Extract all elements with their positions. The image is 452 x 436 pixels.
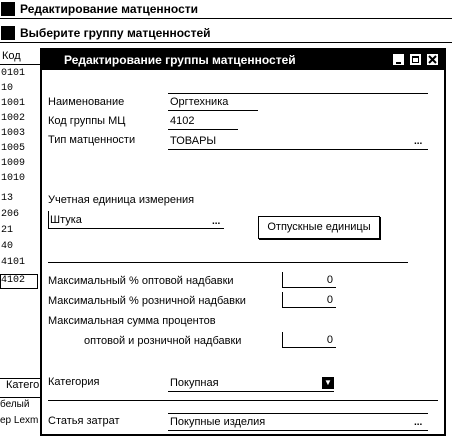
code-column-header[interactable] bbox=[0, 48, 40, 65]
list-item[interactable]: 1002 bbox=[1, 113, 26, 124]
main-window-titlebar bbox=[0, 0, 452, 19]
list-item[interactable]: 1005 bbox=[1, 143, 26, 154]
type-field-underline bbox=[168, 149, 428, 150]
window-menu-icon[interactable] bbox=[1, 26, 15, 40]
category-label: Категория bbox=[48, 376, 100, 388]
max-retail-label: Максимальный % розничной надбавки bbox=[48, 295, 246, 307]
type-label: Тип матценности bbox=[48, 134, 136, 146]
list-item[interactable]: 1009 bbox=[1, 158, 26, 169]
category-underline bbox=[168, 391, 334, 392]
select-group-titlebar bbox=[0, 24, 452, 43]
category-select[interactable]: Покупная bbox=[170, 377, 219, 389]
unit-field-border bbox=[48, 211, 49, 229]
section-divider bbox=[48, 400, 438, 401]
name-field-underline bbox=[168, 110, 258, 111]
list-item[interactable]: 21 bbox=[1, 225, 14, 236]
unit-field[interactable]: Штука bbox=[50, 214, 82, 226]
name-field[interactable]: Оргтехника bbox=[170, 96, 229, 108]
dialog-title: Редактирование группы матценностей bbox=[64, 53, 296, 67]
unit-label: Учетная единица измерения bbox=[48, 194, 195, 206]
list-item[interactable]: 1003 bbox=[1, 128, 26, 139]
list-item[interactable]: 40 bbox=[1, 241, 14, 252]
max-wholesale-field[interactable]: 0 bbox=[282, 272, 336, 288]
list-item[interactable]: 13 bbox=[1, 193, 14, 204]
list-item[interactable]: 206 bbox=[1, 209, 20, 220]
name-field-line bbox=[168, 93, 428, 94]
list-item[interactable]: белый bbox=[0, 399, 30, 410]
dialog-titlebar bbox=[42, 50, 444, 70]
max-retail-field[interactable]: 0 bbox=[282, 292, 336, 308]
max-wholesale-label: Максимальный % оптовой надбавки bbox=[48, 275, 234, 287]
unit-field-underline bbox=[48, 228, 224, 229]
cost-item-label: Статья затрат bbox=[48, 415, 120, 427]
type-field[interactable]: ТОВАРЫ bbox=[170, 135, 217, 147]
section-divider bbox=[48, 262, 408, 263]
select-group-title: Выберите группу матценностей bbox=[20, 26, 211, 40]
cost-item-underline bbox=[168, 430, 428, 431]
cost-item-topline bbox=[168, 413, 428, 414]
close-icon[interactable] bbox=[426, 53, 439, 66]
main-window-title: Редактирование матценности bbox=[20, 2, 199, 16]
list-item[interactable]: 1001 bbox=[1, 98, 26, 109]
group-code-underline bbox=[168, 129, 238, 130]
max-sum-label-2: оптовой и розничной надбавки bbox=[84, 335, 242, 347]
unit-lookup-button[interactable]: ... bbox=[212, 216, 221, 227]
maximize-icon[interactable] bbox=[409, 53, 422, 66]
list-item[interactable]: 4101 bbox=[1, 257, 26, 268]
list-item[interactable]: 10 bbox=[1, 83, 14, 94]
list-item-selected[interactable]: 4102 bbox=[0, 274, 38, 289]
cost-item-lookup-button[interactable]: ... bbox=[414, 417, 423, 428]
type-lookup-button[interactable]: ... bbox=[414, 136, 423, 147]
group-code-label: Код группы МЦ bbox=[48, 115, 126, 127]
minimize-icon[interactable] bbox=[392, 53, 405, 66]
window-menu-icon[interactable] bbox=[1, 2, 15, 16]
edit-group-dialog bbox=[40, 48, 446, 436]
name-label: Наименование bbox=[48, 96, 125, 108]
code-header-label: Код bbox=[2, 50, 21, 62]
list-item[interactable]: ер Lexm bbox=[0, 415, 39, 426]
category-tab-label: Катего bbox=[6, 379, 40, 391]
list-item[interactable]: 0101 bbox=[1, 68, 26, 79]
group-code-field[interactable]: 4102 bbox=[170, 115, 195, 127]
max-sum-label: Максимальная сумма процентов bbox=[48, 315, 216, 327]
release-units-button[interactable]: Отпускные единицы bbox=[258, 216, 380, 239]
list-item[interactable]: 1010 bbox=[1, 173, 26, 184]
code-list bbox=[0, 48, 41, 378]
cost-item-field[interactable]: Покупные изделия bbox=[170, 416, 266, 428]
chevron-down-icon[interactable]: ▼ bbox=[322, 377, 334, 389]
max-sum-field[interactable]: 0 bbox=[282, 332, 336, 348]
